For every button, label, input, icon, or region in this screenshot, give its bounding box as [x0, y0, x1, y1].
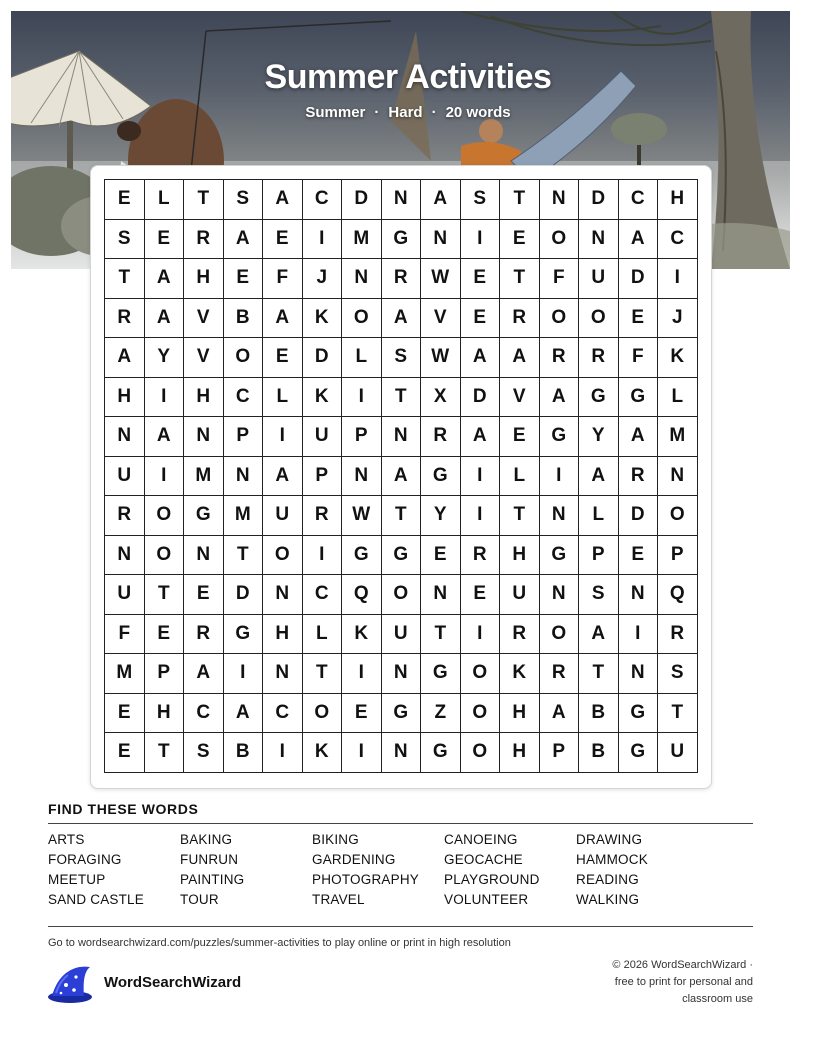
- grid-cell[interactable]: A: [145, 299, 185, 339]
- grid-cell[interactable]: A: [461, 338, 501, 378]
- grid-cell[interactable]: B: [224, 733, 264, 773]
- grid-cell[interactable]: Y: [145, 338, 185, 378]
- grid-cell[interactable]: D: [224, 575, 264, 615]
- grid-cell[interactable]: E: [105, 733, 145, 773]
- grid-cell[interactable]: O: [382, 575, 422, 615]
- grid-cell[interactable]: U: [105, 457, 145, 497]
- grid-cell[interactable]: N: [184, 536, 224, 576]
- grid-cell[interactable]: A: [461, 417, 501, 457]
- grid-cell[interactable]: N: [540, 180, 580, 220]
- grid-cell[interactable]: N: [184, 417, 224, 457]
- grid-cell[interactable]: E: [105, 694, 145, 734]
- grid-cell[interactable]: A: [382, 457, 422, 497]
- word-list-heading: FIND THESE WORDS: [48, 801, 199, 817]
- grid-cell[interactable]: R: [540, 338, 580, 378]
- grid-cell[interactable]: L: [303, 615, 343, 655]
- grid-cell[interactable]: N: [619, 654, 659, 694]
- grid-cell[interactable]: L: [658, 378, 698, 418]
- grid-cell[interactable]: T: [500, 259, 540, 299]
- grid-cell[interactable]: H: [658, 180, 698, 220]
- grid-cell[interactable]: G: [184, 496, 224, 536]
- grid-cell[interactable]: S: [382, 338, 422, 378]
- grid-cell[interactable]: E: [461, 259, 501, 299]
- grid-cell[interactable]: H: [145, 694, 185, 734]
- word-list-item: MEETUP: [48, 872, 106, 887]
- grid-cell[interactable]: T: [105, 259, 145, 299]
- grid-cell[interactable]: G: [342, 536, 382, 576]
- grid-cell[interactable]: A: [540, 378, 580, 418]
- grid-cell[interactable]: C: [303, 575, 343, 615]
- grid-cell[interactable]: V: [184, 338, 224, 378]
- grid-cell[interactable]: I: [461, 496, 501, 536]
- puzzle-difficulty: Hard: [388, 104, 423, 121]
- grid-cell[interactable]: P: [342, 417, 382, 457]
- grid-cell[interactable]: I: [658, 259, 698, 299]
- grid-cell[interactable]: M: [184, 457, 224, 497]
- grid-cell[interactable]: O: [658, 496, 698, 536]
- grid-cell[interactable]: R: [540, 654, 580, 694]
- grid-cell[interactable]: R: [500, 615, 540, 655]
- grid-cell[interactable]: R: [500, 299, 540, 339]
- grid-cell[interactable]: S: [658, 654, 698, 694]
- grid-cell[interactable]: T: [382, 496, 422, 536]
- puzzle-meta: [0, 104, 816, 121]
- grid-cell[interactable]: I: [461, 457, 501, 497]
- grid-cell[interactable]: C: [658, 220, 698, 260]
- grid-cell[interactable]: G: [619, 733, 659, 773]
- grid-cell[interactable]: K: [303, 299, 343, 339]
- grid-cell[interactable]: N: [224, 457, 264, 497]
- grid-cell[interactable]: I: [263, 417, 303, 457]
- grid-cell[interactable]: C: [619, 180, 659, 220]
- grid-cell[interactable]: A: [263, 299, 303, 339]
- grid-cell[interactable]: D: [342, 180, 382, 220]
- word-list-item: ARTS: [48, 832, 85, 847]
- grid-cell[interactable]: U: [382, 615, 422, 655]
- grid-cell[interactable]: O: [540, 615, 580, 655]
- grid-cell[interactable]: U: [105, 575, 145, 615]
- grid-cell[interactable]: P: [303, 457, 343, 497]
- grid-cell[interactable]: B: [579, 733, 619, 773]
- grid-cell[interactable]: E: [145, 220, 185, 260]
- grid-cell[interactable]: O: [263, 536, 303, 576]
- grid-cell[interactable]: C: [263, 694, 303, 734]
- grid-cell[interactable]: K: [500, 654, 540, 694]
- grid-cell[interactable]: N: [263, 654, 303, 694]
- word-list-item: HAMMOCK: [576, 852, 648, 867]
- word-list-item: TRAVEL: [312, 892, 365, 907]
- grid-cell[interactable]: D: [461, 378, 501, 418]
- grid-cell[interactable]: R: [619, 457, 659, 497]
- grid-cell[interactable]: M: [224, 496, 264, 536]
- grid-cell[interactable]: H: [105, 378, 145, 418]
- grid-cell[interactable]: Q: [658, 575, 698, 615]
- puzzle-word-count: 20 words: [445, 104, 511, 121]
- grid-cell[interactable]: B: [224, 299, 264, 339]
- grid-cell[interactable]: S: [224, 180, 264, 220]
- grid-cell[interactable]: F: [619, 338, 659, 378]
- grid-cell[interactable]: H: [500, 733, 540, 773]
- grid-cell[interactable]: K: [303, 733, 343, 773]
- grid-cell[interactable]: R: [421, 417, 461, 457]
- grid-cell[interactable]: J: [303, 259, 343, 299]
- grid-cell[interactable]: T: [658, 694, 698, 734]
- grid-cell[interactable]: E: [619, 536, 659, 576]
- grid-cell[interactable]: E: [500, 417, 540, 457]
- grid-cell[interactable]: F: [540, 259, 580, 299]
- grid-cell[interactable]: Z: [421, 694, 461, 734]
- grid-cell[interactable]: T: [382, 378, 422, 418]
- grid-cell[interactable]: R: [105, 299, 145, 339]
- grid-cell[interactable]: A: [421, 180, 461, 220]
- grid-cell[interactable]: I: [224, 654, 264, 694]
- word-list-item: READING: [576, 872, 639, 887]
- grid-cell[interactable]: D: [619, 259, 659, 299]
- grid-cell[interactable]: A: [619, 417, 659, 457]
- grid-cell[interactable]: L: [500, 457, 540, 497]
- grid-cell[interactable]: G: [421, 654, 461, 694]
- grid-cell[interactable]: I: [263, 733, 303, 773]
- grid-cell[interactable]: I: [461, 615, 501, 655]
- wizard-hat-icon: [46, 963, 94, 1010]
- grid-cell[interactable]: U: [263, 496, 303, 536]
- grid-cell[interactable]: D: [579, 180, 619, 220]
- grid-cell[interactable]: G: [540, 417, 580, 457]
- grid-cell[interactable]: H: [184, 378, 224, 418]
- grid-cell[interactable]: V: [184, 299, 224, 339]
- grid-cell[interactable]: Y: [579, 417, 619, 457]
- meta-separator: ·: [431, 104, 437, 121]
- grid-cell[interactable]: V: [500, 378, 540, 418]
- grid-cell[interactable]: A: [145, 259, 185, 299]
- word-list-item: FUNRUN: [180, 852, 239, 867]
- grid-cell[interactable]: H: [184, 259, 224, 299]
- grid-cell[interactable]: I: [619, 615, 659, 655]
- grid-cell[interactable]: N: [540, 496, 580, 536]
- grid-cell[interactable]: L: [145, 180, 185, 220]
- word-list-item: WALKING: [576, 892, 640, 907]
- grid-cell[interactable]: H: [263, 615, 303, 655]
- copyright-line: © 2026 WordSearchWizard ·: [612, 959, 753, 971]
- grid-cell[interactable]: E: [461, 299, 501, 339]
- grid-cell[interactable]: G: [382, 536, 422, 576]
- grid-cell[interactable]: W: [421, 259, 461, 299]
- grid-cell[interactable]: G: [421, 733, 461, 773]
- grid-cell[interactable]: X: [421, 378, 461, 418]
- grid-cell[interactable]: A: [579, 615, 619, 655]
- grid-cell[interactable]: L: [579, 496, 619, 536]
- grid-cell[interactable]: O: [303, 694, 343, 734]
- word-list-item: PHOTOGRAPHY: [312, 872, 419, 887]
- word-list-item: CANOEING: [444, 832, 518, 847]
- puzzle-category: Summer: [305, 104, 366, 121]
- grid-cell[interactable]: T: [500, 180, 540, 220]
- grid-cell[interactable]: M: [342, 220, 382, 260]
- grid-cell[interactable]: G: [382, 220, 422, 260]
- grid-cell[interactable]: T: [421, 615, 461, 655]
- grid-cell[interactable]: A: [540, 694, 580, 734]
- grid-cell[interactable]: D: [303, 338, 343, 378]
- word-list-item: GARDENING: [312, 852, 396, 867]
- grid-cell[interactable]: R: [658, 615, 698, 655]
- grid-cell[interactable]: A: [619, 220, 659, 260]
- grid-cell[interactable]: O: [461, 733, 501, 773]
- grid-cell[interactable]: G: [619, 694, 659, 734]
- grid-cell[interactable]: O: [145, 536, 185, 576]
- grid-cell[interactable]: G: [421, 457, 461, 497]
- word-list-item: BIKING: [312, 832, 359, 847]
- grid-cell[interactable]: P: [224, 417, 264, 457]
- grid-cell[interactable]: N: [382, 417, 422, 457]
- grid-cell[interactable]: O: [145, 496, 185, 536]
- grid-cell[interactable]: E: [342, 694, 382, 734]
- grid-cell[interactable]: E: [263, 338, 303, 378]
- grid-cell[interactable]: S: [184, 733, 224, 773]
- grid-cell[interactable]: O: [224, 338, 264, 378]
- grid-cell[interactable]: N: [342, 457, 382, 497]
- grid-cell[interactable]: N: [342, 259, 382, 299]
- grid-cell[interactable]: N: [105, 536, 145, 576]
- grid-cell[interactable]: O: [540, 299, 580, 339]
- grid-cell[interactable]: O: [579, 299, 619, 339]
- grid-cell[interactable]: O: [461, 654, 501, 694]
- grid-cell[interactable]: A: [263, 457, 303, 497]
- copyright-notice: [553, 957, 753, 1008]
- grid-cell[interactable]: T: [500, 496, 540, 536]
- grid-cell[interactable]: U: [303, 417, 343, 457]
- grid-cell[interactable]: H: [500, 536, 540, 576]
- grid-cell[interactable]: I: [342, 733, 382, 773]
- grid-cell[interactable]: A: [224, 694, 264, 734]
- grid-cell[interactable]: N: [421, 220, 461, 260]
- word-list-item: FORAGING: [48, 852, 122, 867]
- grid-cell[interactable]: A: [145, 417, 185, 457]
- grid-cell[interactable]: N: [382, 180, 422, 220]
- copyright-line: classroom use: [682, 993, 753, 1005]
- word-list-item: PLAYGROUND: [444, 872, 540, 887]
- letter-grid: [104, 179, 698, 773]
- grid-cell[interactable]: I: [540, 457, 580, 497]
- grid-cell[interactable]: C: [184, 694, 224, 734]
- grid-cell[interactable]: N: [382, 654, 422, 694]
- grid-cell[interactable]: M: [658, 417, 698, 457]
- grid-cell[interactable]: T: [303, 654, 343, 694]
- grid-cell[interactable]: A: [382, 299, 422, 339]
- grid-cell[interactable]: L: [342, 338, 382, 378]
- grid-cell[interactable]: V: [421, 299, 461, 339]
- grid-cell[interactable]: G: [619, 378, 659, 418]
- grid-cell[interactable]: A: [184, 654, 224, 694]
- grid-cell[interactable]: N: [105, 417, 145, 457]
- grid-cell[interactable]: T: [224, 536, 264, 576]
- grid-cell[interactable]: K: [303, 378, 343, 418]
- divider: [48, 823, 753, 824]
- grid-cell[interactable]: S: [461, 180, 501, 220]
- grid-cell[interactable]: N: [421, 575, 461, 615]
- footer-url-text: Go to wordsearchwizard.com/puzzles/summer-activities to play online or print in high resolution: [48, 937, 511, 949]
- grid-cell[interactable]: L: [263, 378, 303, 418]
- grid-cell[interactable]: E: [421, 536, 461, 576]
- grid-cell[interactable]: R: [382, 259, 422, 299]
- word-list-item: DRAWING: [576, 832, 643, 847]
- grid-cell[interactable]: I: [342, 654, 382, 694]
- grid-cell[interactable]: N: [658, 457, 698, 497]
- divider: [48, 926, 753, 927]
- grid-cell[interactable]: A: [263, 180, 303, 220]
- grid-cell[interactable]: D: [619, 496, 659, 536]
- grid-cell[interactable]: I: [145, 378, 185, 418]
- grid-cell[interactable]: E: [105, 180, 145, 220]
- grid-cell[interactable]: P: [658, 536, 698, 576]
- grid-cell[interactable]: U: [579, 259, 619, 299]
- word-list: [48, 832, 748, 912]
- grid-cell[interactable]: T: [579, 654, 619, 694]
- grid-cell[interactable]: N: [619, 575, 659, 615]
- word-list-item: BAKING: [180, 832, 233, 847]
- grid-cell[interactable]: N: [540, 575, 580, 615]
- grid-cell[interactable]: K: [342, 615, 382, 655]
- word-list-item: TOUR: [180, 892, 219, 907]
- grid-cell[interactable]: E: [461, 575, 501, 615]
- grid-cell[interactable]: I: [461, 220, 501, 260]
- grid-cell[interactable]: E: [619, 299, 659, 339]
- grid-cell[interactable]: I: [303, 220, 343, 260]
- grid-cell[interactable]: I: [303, 536, 343, 576]
- grid-cell[interactable]: N: [579, 220, 619, 260]
- grid-cell[interactable]: U: [500, 575, 540, 615]
- grid-cell[interactable]: R: [184, 220, 224, 260]
- grid-cell[interactable]: S: [579, 575, 619, 615]
- grid-cell[interactable]: W: [421, 338, 461, 378]
- grid-cell[interactable]: W: [342, 496, 382, 536]
- grid-cell[interactable]: P: [579, 536, 619, 576]
- grid-cell[interactable]: R: [105, 496, 145, 536]
- grid-cell[interactable]: G: [579, 378, 619, 418]
- grid-cell[interactable]: I: [145, 457, 185, 497]
- grid-cell[interactable]: B: [579, 694, 619, 734]
- grid-cell[interactable]: O: [342, 299, 382, 339]
- grid-cell[interactable]: O: [540, 220, 580, 260]
- grid-cell[interactable]: N: [382, 733, 422, 773]
- grid-cell[interactable]: A: [500, 338, 540, 378]
- word-list-item: PAINTING: [180, 872, 245, 887]
- grid-cell[interactable]: A: [224, 220, 264, 260]
- grid-cell[interactable]: F: [263, 259, 303, 299]
- grid-cell[interactable]: K: [658, 338, 698, 378]
- grid-cell[interactable]: R: [461, 536, 501, 576]
- grid-cell[interactable]: T: [184, 180, 224, 220]
- grid-cell[interactable]: G: [224, 615, 264, 655]
- grid-cell[interactable]: I: [342, 378, 382, 418]
- grid-cell[interactable]: E: [500, 220, 540, 260]
- grid-cell[interactable]: Q: [342, 575, 382, 615]
- grid-cell[interactable]: G: [540, 536, 580, 576]
- grid-cell[interactable]: M: [105, 654, 145, 694]
- grid-cell[interactable]: A: [579, 457, 619, 497]
- grid-cell[interactable]: J: [658, 299, 698, 339]
- grid-cell[interactable]: P: [145, 654, 185, 694]
- word-list-item: SAND CASTLE: [48, 892, 144, 907]
- grid-cell[interactable]: Y: [421, 496, 461, 536]
- grid-cell[interactable]: T: [145, 575, 185, 615]
- grid-cell[interactable]: A: [105, 338, 145, 378]
- meta-separator: ·: [374, 104, 380, 121]
- grid-cell[interactable]: E: [224, 259, 264, 299]
- word-list-item: VOLUNTEER: [444, 892, 529, 907]
- grid-cell[interactable]: G: [382, 694, 422, 734]
- grid-cell[interactable]: E: [263, 220, 303, 260]
- brand-name: WordSearchWizard: [104, 974, 242, 991]
- grid-cell[interactable]: E: [184, 575, 224, 615]
- grid-cell[interactable]: O: [461, 694, 501, 734]
- puzzle-title: Summer Activities: [264, 58, 552, 96]
- grid-cell[interactable]: S: [105, 220, 145, 260]
- grid-cell[interactable]: C: [224, 378, 264, 418]
- grid-cell[interactable]: N: [263, 575, 303, 615]
- grid-cell[interactable]: U: [658, 733, 698, 773]
- grid-cell[interactable]: F: [105, 615, 145, 655]
- grid-cell[interactable]: P: [540, 733, 580, 773]
- grid-cell[interactable]: R: [579, 338, 619, 378]
- copyright-line: free to print for personal and: [614, 976, 753, 988]
- word-list-item: GEOCACHE: [444, 852, 523, 867]
- grid-cell[interactable]: T: [145, 733, 185, 773]
- grid-cell[interactable]: C: [303, 180, 343, 220]
- grid-cell[interactable]: E: [145, 615, 185, 655]
- grid-cell[interactable]: H: [500, 694, 540, 734]
- grid-cell[interactable]: R: [184, 615, 224, 655]
- grid-cell[interactable]: R: [303, 496, 343, 536]
